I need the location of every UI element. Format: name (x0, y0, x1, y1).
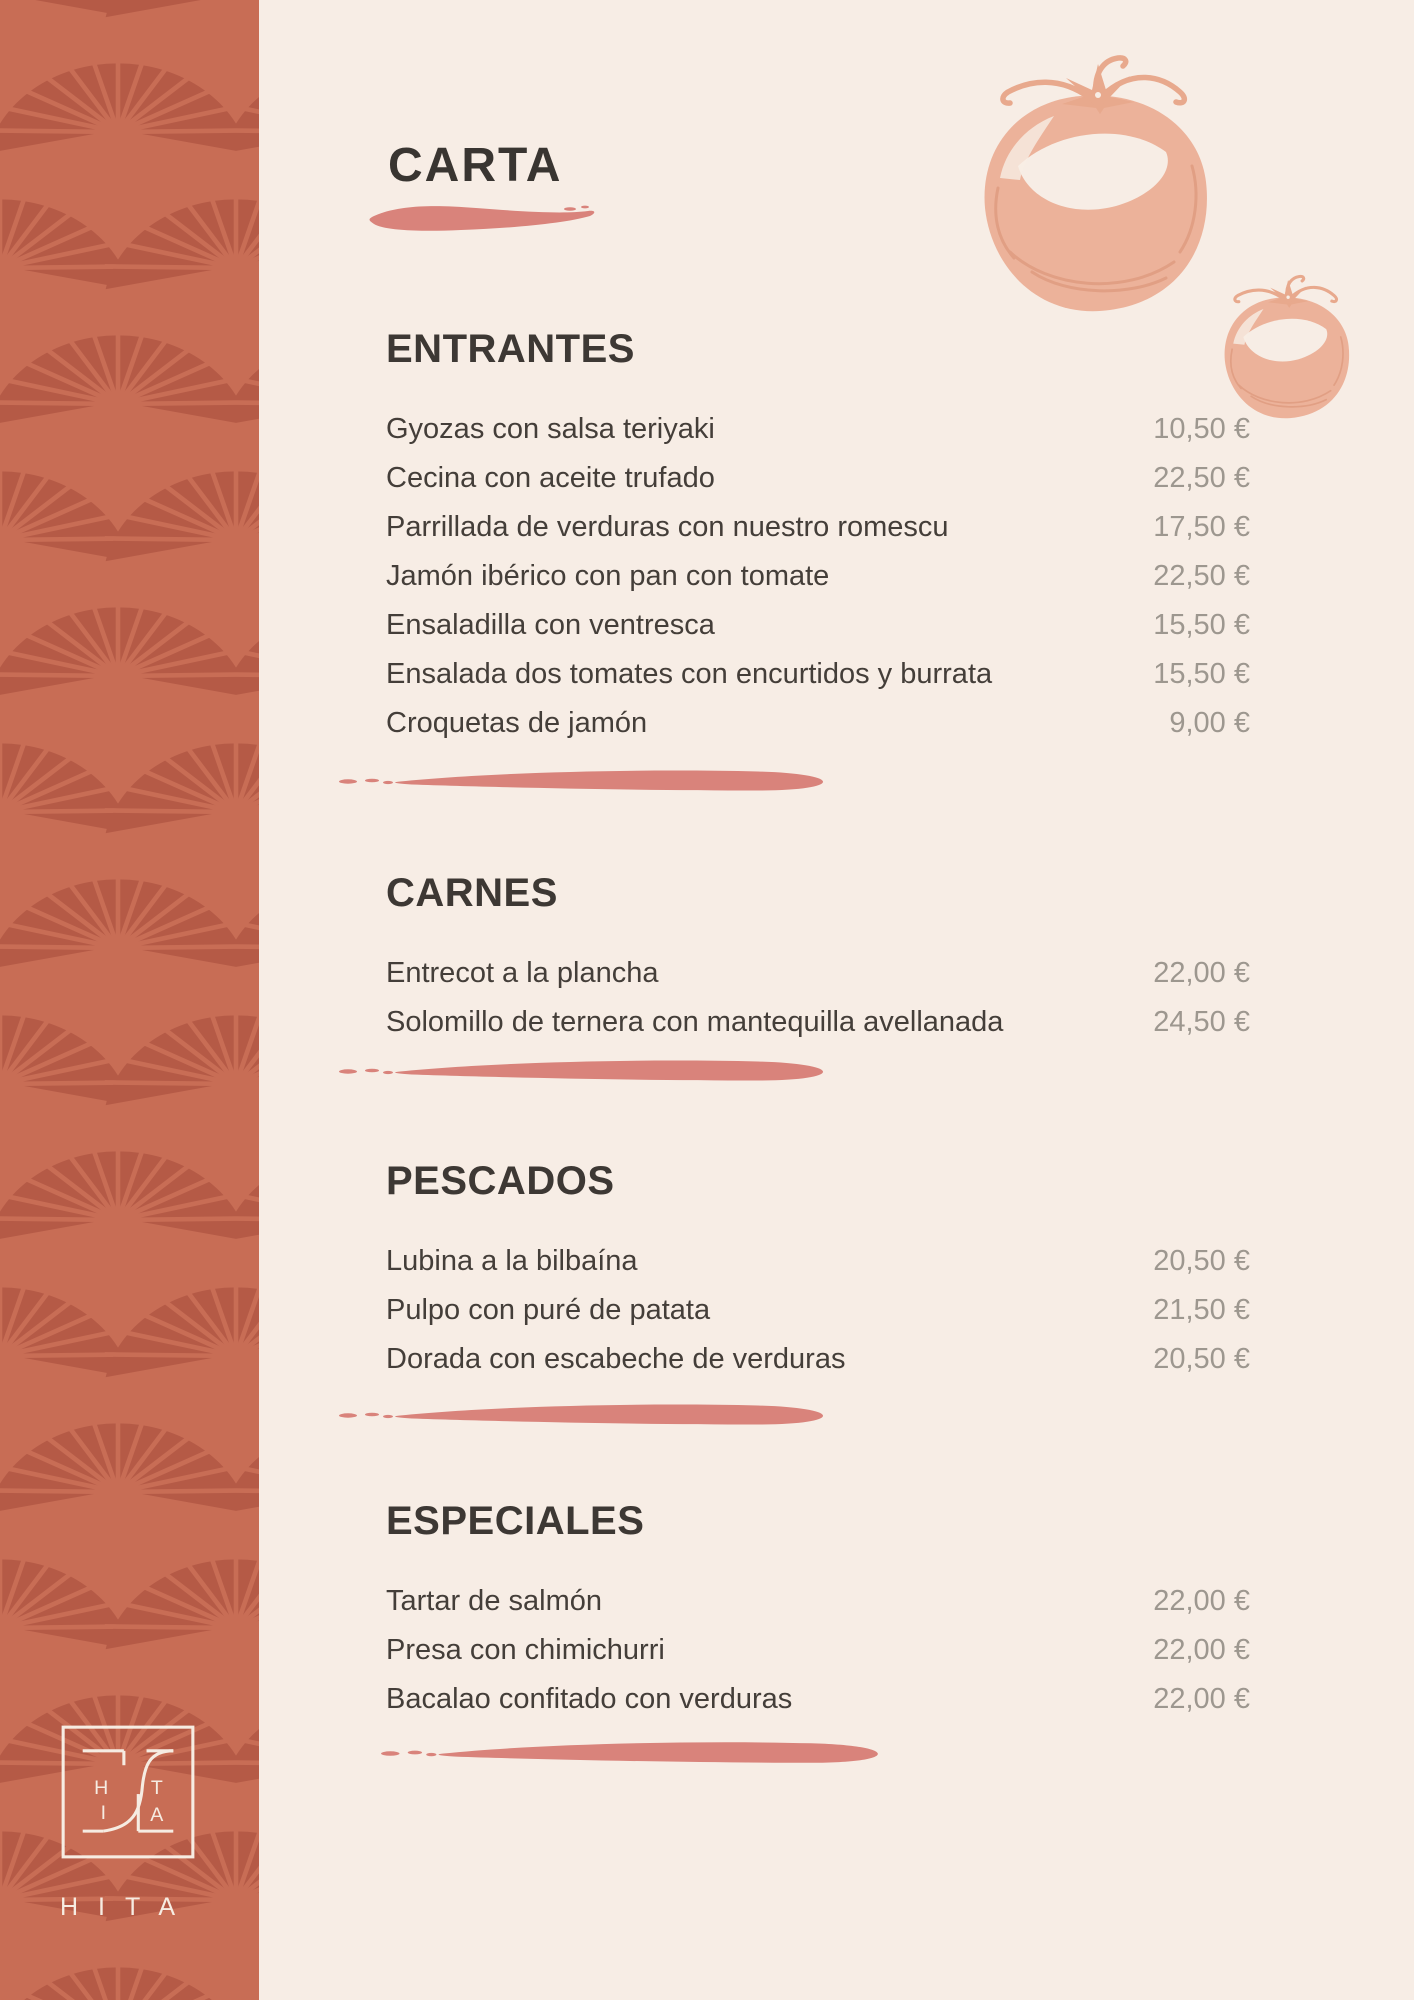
menu-section-especiales (386, 1499, 1250, 1724)
hita-logo-monogram (58, 1722, 198, 1862)
menu-item-name: Cecina con aceite trufado (386, 462, 715, 494)
menu-item-row (386, 1286, 1250, 1335)
section-title: PESCADOS (386, 1159, 615, 1203)
brush-stroke-icon (366, 198, 598, 238)
menu-item-price: 20,50 € (1153, 1245, 1250, 1277)
menu-item-price: 17,50 € (1153, 511, 1250, 543)
menu-item-row (386, 1577, 1250, 1626)
menu-section-carnes (386, 871, 1250, 1047)
section-title: ESPECIALES (386, 1499, 645, 1543)
brush-stroke-divider (338, 766, 830, 793)
hita-wordmark: HITA (60, 1893, 196, 1921)
monogram-letter: I (100, 1801, 107, 1824)
brush-stroke-divider (338, 1400, 830, 1427)
menu-item-price: 22,00 € (1153, 1585, 1250, 1617)
menu-item-name: Entrecot a la plancha (386, 957, 659, 989)
menu-item-price: 22,00 € (1153, 1634, 1250, 1666)
menu-item-name: Bacalao confitado con verduras (386, 1683, 793, 1715)
section-title: ENTRANTES (386, 327, 635, 371)
menu-item-name: Dorada con escabeche de verduras (386, 1343, 846, 1375)
menu-item-price: 9,00 € (1169, 707, 1250, 739)
menu-section-pescados (386, 1159, 1250, 1384)
menu-item-row (386, 405, 1250, 454)
menu-item-row (386, 1335, 1250, 1384)
menu-item-row (386, 699, 1250, 748)
menu-item-name: Gyozas con salsa teriyaki (386, 413, 715, 445)
sidebar-fan-pattern (0, 0, 259, 2000)
monogram-letter: A (150, 1803, 164, 1826)
menu-item-name: Pulpo con puré de patata (386, 1294, 711, 1326)
menu-item-row (386, 552, 1250, 601)
menu-item-price: 20,50 € (1153, 1343, 1250, 1375)
section-title: CARNES (386, 871, 558, 915)
menu-item-name: Tartar de salmón (386, 1585, 602, 1617)
menu-item-name: Presa con chimichurri (386, 1634, 665, 1666)
menu-item-row (386, 1675, 1250, 1724)
menu-item-price: 24,50 € (1153, 1006, 1250, 1038)
menu-item-price: 10,50 € (1153, 413, 1250, 445)
menu-item-name: Ensaladilla con ventresca (386, 609, 715, 641)
menu-item-row (386, 1237, 1250, 1286)
menu-item-name: Croquetas de jamón (386, 707, 648, 739)
menu-item-price: 22,00 € (1153, 957, 1250, 989)
brush-stroke-divider (380, 1738, 885, 1765)
menu-item-row (386, 454, 1250, 503)
menu-item-row (386, 650, 1250, 699)
monogram-letter: H (94, 1777, 109, 1800)
menu-item-row (386, 601, 1250, 650)
menu-item-row (386, 949, 1250, 998)
menu-item-name: Solomillo de ternera con mantequilla avellanada (386, 1006, 1004, 1038)
menu-section-entrantes (386, 327, 1250, 748)
menu-item-row (386, 1626, 1250, 1675)
menu-item-name: Jamón ibérico con pan con tomate (386, 560, 830, 592)
menu-item-name: Ensalada dos tomates con encurtidos y burrata (386, 658, 993, 690)
menu-item-row (386, 998, 1250, 1047)
menu-item-price: 15,50 € (1153, 609, 1250, 641)
menu-item-name: Lubina a la bilbaína (386, 1245, 638, 1277)
menu-item-name: Parrillada de verduras con nuestro romescu (386, 511, 949, 543)
menu-item-price: 21,50 € (1153, 1294, 1250, 1326)
menu-item-row (386, 503, 1250, 552)
brush-stroke-divider (338, 1056, 830, 1083)
menu-item-price: 22,50 € (1153, 462, 1250, 494)
menu-item-price: 22,00 € (1153, 1683, 1250, 1715)
menu-item-price: 22,50 € (1153, 560, 1250, 592)
menu-item-price: 15,50 € (1153, 658, 1250, 690)
monogram-letter: T (150, 1777, 163, 1800)
page-title: CARTA (388, 139, 563, 192)
